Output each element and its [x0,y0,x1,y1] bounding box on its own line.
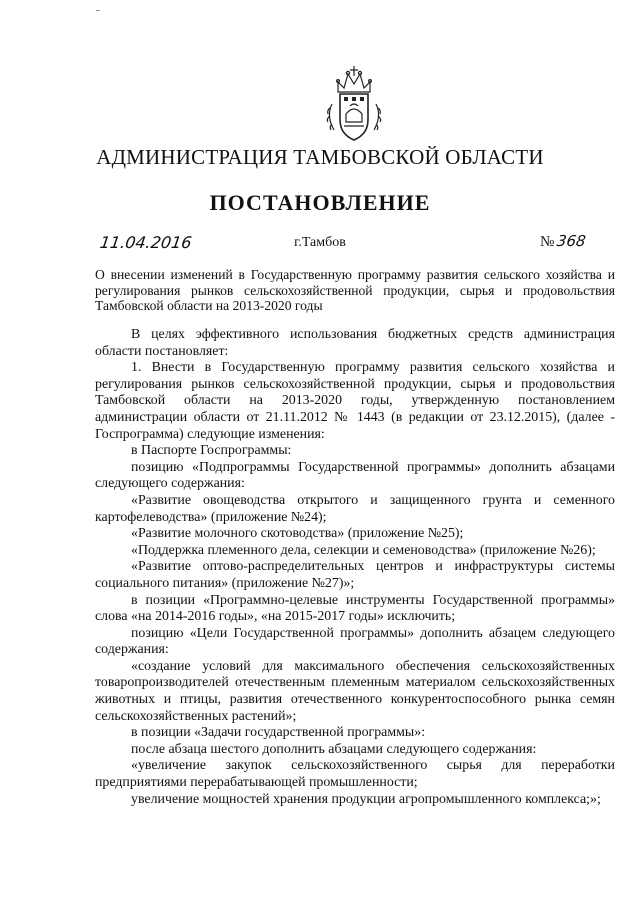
paragraph: «Развитие молочного скотоводства» (приложение №25); [131,526,464,542]
scan-mark [96,10,100,15]
document-city: г.Тамбов [294,235,346,250]
document-date: 11.04.2016 [98,233,193,252]
paragraph: В целях эффективного использования бюджетных средств администрация области постановляет: [95,327,615,359]
document-number [540,232,586,251]
paragraph: позицию «Цели Государственной программы» дополнить абзацем следующего содержания: [95,625,615,658]
paragraph: в позиции «Программно-целевые инструменты Государственной программы» слова «на 2014-2016 годы», «на 2015-2017 годы» исключить; [95,592,615,625]
document-type-title: ПОСТАНОВЛЕНИЕ [209,190,431,215]
document-body [95,327,615,808]
coat-of-arms-emblem [324,64,384,144]
paragraph: «увеличение закупок сельскохозяйственного сырья для переработки предприятиями перерабатывающей промышленности; [95,758,615,791]
paragraph: «создание условий для максимального обеспечения сельскохозяйственных товаропроизводителей отечественным племенным материалом сельскохозяйственных животных и птицы, развития отечественного конкурентоспособного рынка семян сельскохозяйственных растений»; [95,658,615,724]
document-subject: О внесении изменений в Государственную программу развития сельского хозяйства и регулирования рынков сельскохозяйственной продукции, сырья и продовольствия Тамбовской области на 2013-2020 годы [95,267,615,313]
paragraph: в позиции «Задачи государственной программы»: [131,725,426,741]
organization-name: АДМИНИСТРАЦИЯ ТАМБОВСКОЙ ОБЛАСТИ [96,145,544,169]
paragraph: 1. Внести в Государственную программу развития сельского хозяйства и регулирования рынков сельскохозяйственной продукции, сырья и продовольствия Тамбовской области на 2013-2020 годы, утвержденную постановлением администрации области от 21.11.2012 № 1443 (в редакции от 23.12.2015), (далее - Госпрограмма) следующие изменения: [95,360,615,442]
number-value: 368 [556,232,588,250]
number-prefix: № [540,234,555,250]
paragraph: увеличение мощностей хранения продукции агропромышленного комплекса;»; [131,791,601,807]
paragraph: позицию «Подпрограммы Государственной программы» дополнить абзацами следующего содержания: [95,459,615,492]
paragraph: после абзаца шестого дополнить абзацами следующего содержания: [131,741,537,757]
paragraph: «Развитие овощеводства открытого и защищенного грунта и семенного картофелеводства» (приложение №24); [95,492,615,525]
paragraph: «Развитие оптово-распределительных центров и инфраструктуры системы социального питания» (приложение №27)»; [95,559,615,591]
paragraph: «Поддержка племенного дела, селекции и семеноводства» (приложение №26); [131,542,596,558]
paragraph: в Паспорте Госпрограммы: [131,443,292,459]
